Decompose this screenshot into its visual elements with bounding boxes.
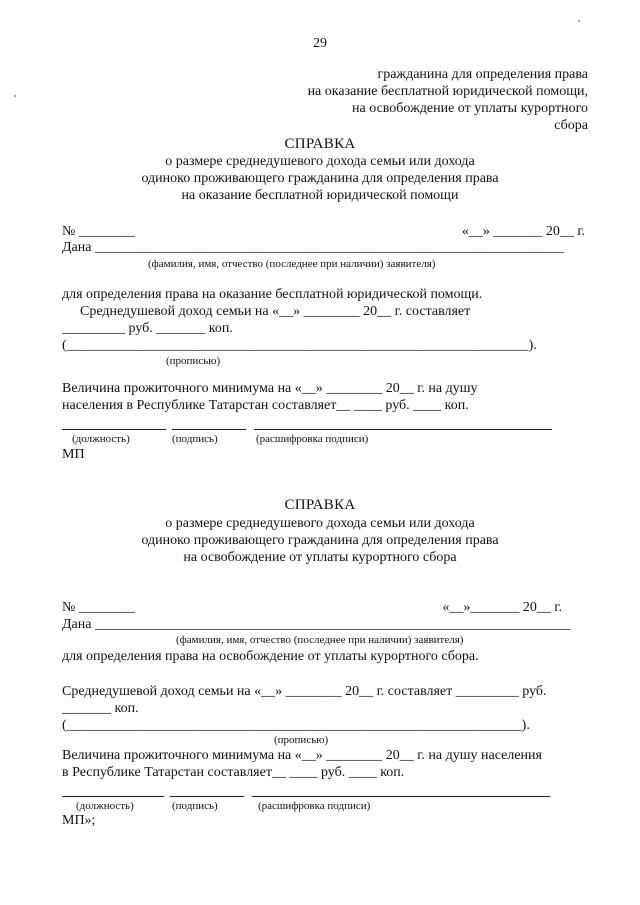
seal-mark: МП»;	[62, 813, 96, 828]
subsistence-minimum-line: Величина прожиточного минимума на «__» ________ 20__ г. на душу	[62, 381, 478, 396]
signature-line-position	[62, 429, 166, 430]
amount-in-words-field: (_________________________________________________________________).	[62, 718, 530, 733]
header-line: гражданина для определения права	[377, 67, 588, 82]
certificate-subtitle: о размере среднедушевого дохода семьи или дохода	[165, 516, 475, 531]
purpose-text: для определения права на оказание бесплатной юридической помощи.	[62, 287, 483, 302]
header-line: сбора	[554, 118, 588, 133]
certificate-subtitle: одиноко проживающего гражданина для определения права	[141, 533, 499, 548]
issued-to-caption: (фамилия, имя, отчество (последнее при наличии) заявителя)	[176, 634, 464, 646]
signature-caption: (подпись)	[172, 433, 218, 445]
amount-in-words-field: (__________________________________________________________________).	[62, 338, 537, 353]
signature-line-decoding	[252, 796, 550, 797]
income-line: _______ коп.	[62, 701, 139, 716]
header-line: на освобождение от уплаты курортного	[352, 101, 588, 116]
certificate-subtitle: на оказание бесплатной юридической помощи	[181, 188, 459, 203]
signature-caption: (расшифровка подписи)	[256, 433, 369, 445]
signature-line-decoding	[254, 429, 552, 430]
signature-caption: (должность)	[76, 800, 134, 812]
certificate-subtitle: на освобождение от уплаты курортного сбора	[183, 550, 457, 565]
amount-in-words-caption: (прописью)	[274, 734, 329, 746]
number-field: № ________	[62, 224, 135, 239]
signature-caption: (должность)	[72, 433, 130, 445]
certificate-title: СПРАВКА	[284, 136, 356, 152]
number-field: № ________	[62, 600, 135, 615]
issued-to-caption: (фамилия, имя, отчество (последнее при наличии) заявителя)	[148, 258, 436, 270]
income-line: Среднедушевой доход семьи на «__» ________ 20__ г. составляет	[80, 304, 471, 319]
seal-mark: МП	[62, 447, 85, 462]
certificate-subtitle: одиноко проживающего гражданина для определения права	[141, 171, 499, 186]
subsistence-minimum-line: в Республике Татарстан составляет__ ____ руб. ____ коп.	[62, 765, 405, 780]
signature-line-signature	[170, 796, 244, 797]
subsistence-minimum-line: Величина прожиточного минимума на «__» ________ 20__ г. на душу населения	[62, 748, 542, 763]
header-line: на оказание бесплатной юридической помощи,	[307, 84, 588, 99]
certificate-subtitle: о размере среднедушевого дохода семьи или дохода	[165, 154, 475, 169]
date-field: «__» _______ 20__ г.	[461, 224, 585, 239]
scan-speck	[578, 20, 580, 22]
date-field: «__»_______ 20__ г.	[442, 600, 562, 615]
issued-to-field: Дана ____________________________________________________________________	[62, 617, 571, 632]
scan-speck	[14, 95, 16, 97]
signature-line-position	[62, 796, 164, 797]
issued-to-field: Дана ___________________________________________________________________	[62, 240, 564, 255]
subsistence-minimum-line: населения в Республике Татарстан составляет__ ____ руб. ____ коп.	[62, 398, 469, 413]
page-number: 29	[313, 36, 327, 51]
signature-caption: (расшифровка подписи)	[258, 800, 371, 812]
signature-caption: (подпись)	[172, 800, 218, 812]
certificate-title: СПРАВКА	[284, 497, 356, 513]
income-line: Среднедушевой доход семьи на «__» ________ 20__ г. составляет _________ руб.	[62, 684, 547, 699]
amount-in-words-caption: (прописью)	[166, 355, 221, 367]
signature-line-signature	[172, 429, 246, 430]
purpose-text: для определения права на освобождение от уплаты курортного сбора.	[62, 649, 479, 664]
income-line: _________ руб. _______ коп.	[62, 321, 233, 336]
